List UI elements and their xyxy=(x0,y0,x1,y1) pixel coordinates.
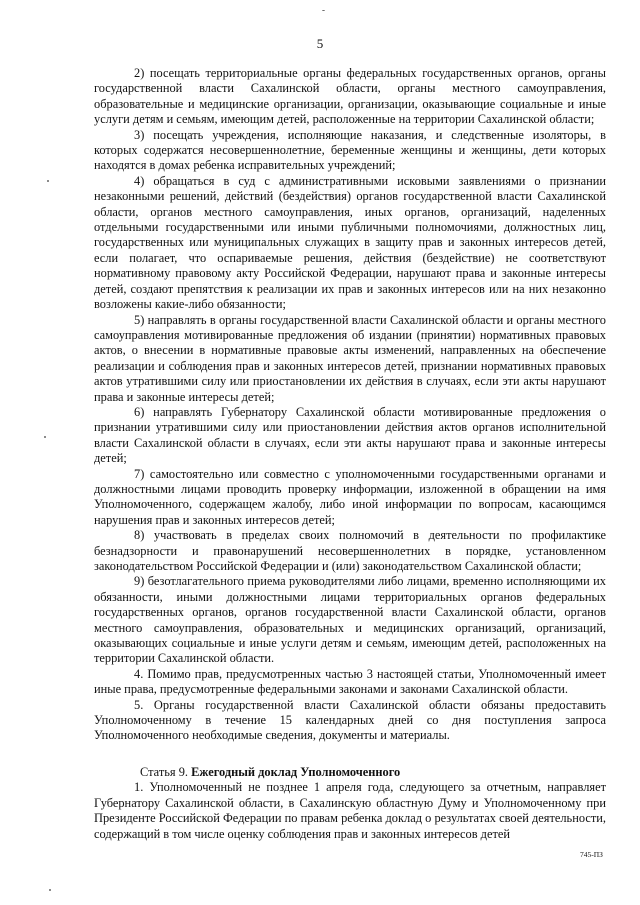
document-code: 745-ПЗ xyxy=(580,850,603,859)
paragraph-item-5: 5) направлять в органы государственной власти Сахалинской области и органы местного самоуправления мотивированные предложения об издании (принятии) нормативных правовых актов, о внесении в нормативные правовые акты изменений, направленных на обеспечение реализации и соблюдения прав и законных интересов детей, признании нормативных правовых актов утратившими силу или приостановлении их действия в случаях, если эти акты нарушают права и законные интересы детей; xyxy=(94,312,606,404)
paragraph-item-4: 4) обращаться в суд с административными исковыми заявлениями о признании незаконными решений, действий (бездействия) органов государственной власти Сахалинской области, органов местного самоуправления, иных органов, организаций, наделенных отдельными государственными или иными публичными полномочиями, должностных лиц, государственных или муниципальных служащих в защиту прав и законных интересов детей, если полагает, что оспариваемые решения, действия (бездействие) не соответствуют нормативному правовому акту Российской Федерации, нарушают права и законные интересы детей, создают препятствия к реализации их прав и законных интересов или на них незаконно возложены какие-либо обязанности; xyxy=(94,173,606,312)
paragraph-item-9: 9) безотлагательного приема руководителями либо лицами, временно исполняющими их обязанности, иными должностными лицами территориальных органов федеральных государственных органов, органов государственной власти Сахалинской области, органов местного самоуправления, образовательных и медицинских организаций, организаций, оказывающих социальные и иные услуги детям и семьям, имеющим детей, расположенных на территории Сахалинской области. xyxy=(94,574,606,666)
scan-speck xyxy=(47,180,49,182)
paragraph-item-3: 3) посещать учреждения, исполняющие наказания, и следственные изоляторы, в которых содержатся несовершеннолетние, беременные женщины и женщины, дети которых находятся в домах ребенка исправительных учреждений; xyxy=(94,127,606,173)
paragraph-part-4: 4. Помимо прав, предусмотренных частью 3 настоящей статьи, Уполномоченный имеет иные права, предусмотренные федеральными законами и законами Сахалинской области. xyxy=(94,666,606,697)
paragraph-item-2: 2) посещать территориальные органы федеральных государственных органов, органы государственной власти Сахалинской области, органы местного самоуправления, образовательные и медицинские организации, организации, оказывающие социальные и иные услуги детям и семьям, имеющим детей, расположенные на территории Сахалинской области; xyxy=(94,66,606,127)
scan-speck xyxy=(44,436,46,438)
scan-speck xyxy=(49,889,51,891)
paragraph-part-5: 5. Органы государственной власти Сахалинской области обязаны предоставить Уполномоченному в течение 15 календарных дней со дня поступления запроса Уполномоченного необходимые сведения, документы и материалы. xyxy=(94,697,606,743)
scan-speck xyxy=(322,10,325,11)
article-heading-prefix: Статья 9. xyxy=(140,764,192,779)
article-heading xyxy=(94,765,606,780)
section-gap xyxy=(94,744,606,765)
article-paragraph-1: 1. Уполномоченный не позднее 1 апреля года, следующего за отчетным, направляет Губернатору Сахалинской области, в Сахалинскую областную Думу и Уполномоченному при Президенте Российской Федерации по правам ребенка доклад о результатах своей деятельности, содержащий в том числе оценку соблюдения прав и законных интересов детей xyxy=(94,780,606,841)
paragraph-item-7: 7) самостоятельно или совместно с уполномоченными государственными органами и должностными лицами проводить проверку информации, изложенной в обращении на имя Уполномоченного, содержащем жалобу, либо иной информации по вопросам, касающимся нарушения прав и законных интересов детей; xyxy=(94,466,606,527)
document-body xyxy=(94,66,606,842)
paragraph-item-8: 8) участвовать в пределах своих полномочий в деятельности по профилактике безнадзорности и правонарушений несовершеннолетних в порядке, установленном законодательством Российской Федерации и (или) законодательством Сахалинской области; xyxy=(94,528,606,573)
article-heading-title: Ежегодный доклад Уполномоченного xyxy=(191,764,401,779)
paragraph-item-6: 6) направлять Губернатору Сахалинской области мотивированные предложения о признании утратившими силу или приостановлении действия актов органов исполнительной власти Сахалинской области в случаях, если эти акты нарушают права и законные интересы детей; xyxy=(94,404,606,466)
page-number: 5 xyxy=(316,36,324,51)
